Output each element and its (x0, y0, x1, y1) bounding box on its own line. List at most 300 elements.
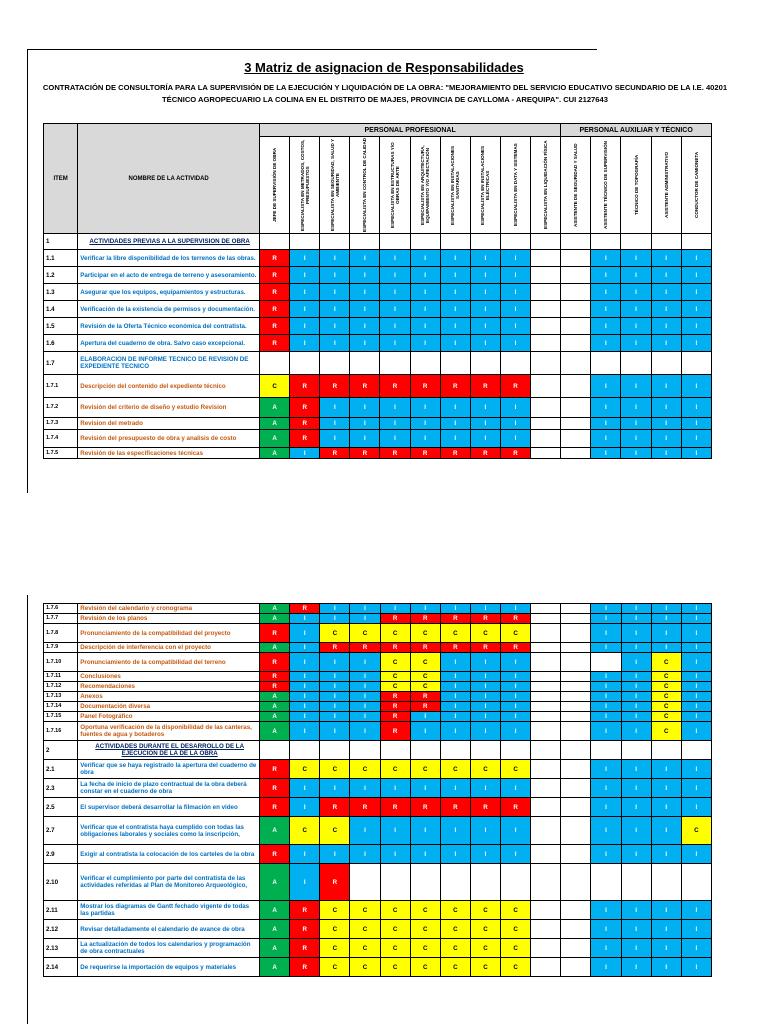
responsibility-cell: I (290, 712, 320, 722)
responsibility-cell: I (681, 779, 711, 798)
role-label: ESPECIALISTA EN ESTRUCTURAS Y/O OBRAS DE ARTE (390, 142, 401, 228)
responsibility-cell: R (380, 448, 410, 459)
responsibility-cell: C (440, 939, 470, 958)
responsibility-cell: C (290, 760, 320, 779)
responsibility-cell: I (681, 798, 711, 817)
row-item: 2.12 (44, 920, 78, 939)
row-activity-name: Asegurar que los equipos, equipamientos y estructuras. (78, 284, 260, 301)
responsibility-cell: C (470, 760, 500, 779)
responsibility-cell (290, 352, 320, 375)
responsibility-cell: C (440, 624, 470, 643)
responsibility-cell: R (410, 692, 440, 702)
responsibility-cell (531, 301, 561, 318)
responsibility-cell: I (350, 430, 380, 448)
row-activity-name: La fecha de inicio de plazo contractual de la obra deberá constar en el cuaderno de obra (78, 779, 260, 798)
row-item: 2 (44, 741, 78, 760)
table-row (44, 624, 712, 643)
responsibility-cell (440, 352, 470, 375)
responsibility-cell: R (350, 375, 380, 398)
responsibility-cell (531, 702, 561, 712)
row-item: 1.7.2 (44, 398, 78, 418)
responsibility-cell: I (410, 418, 440, 430)
row-item: 1.7.11 (44, 672, 78, 682)
responsibility-cell (531, 352, 561, 375)
row-item: 1 (44, 234, 78, 250)
responsibility-cell: R (290, 958, 320, 977)
responsibility-cell: I (621, 284, 651, 301)
responsibility-cell: I (681, 692, 711, 702)
responsibility-cell: I (320, 301, 350, 318)
responsibility-cell: A (260, 702, 290, 712)
responsibility-cell: I (501, 692, 531, 702)
responsibility-cell (350, 741, 380, 760)
role-label: ESPECIALISTA EN ARQUITECTURA, EQUIPAMIENTO Y/O AFECTACIÓN (420, 145, 431, 225)
responsibility-cell: I (440, 267, 470, 284)
responsibility-cell (531, 643, 561, 653)
responsibility-cell: I (440, 318, 470, 335)
responsibility-cell: I (591, 375, 621, 398)
row-item: 1.2 (44, 267, 78, 284)
responsibility-cell (500, 352, 530, 375)
table-row (44, 604, 712, 614)
responsibility-cell (561, 722, 591, 741)
responsibility-cell: R (320, 798, 350, 817)
responsibility-cell: I (681, 901, 711, 920)
responsibility-cell: C (320, 817, 350, 845)
responsibility-cell: I (320, 712, 350, 722)
header-role (561, 137, 591, 234)
responsibility-cell: I (501, 712, 531, 722)
responsibility-cell (531, 672, 561, 682)
responsibility-cell: I (380, 398, 410, 418)
responsibility-cell: I (290, 448, 320, 459)
responsibility-cell: I (651, 643, 681, 653)
responsibility-cell: C (651, 682, 681, 692)
row-activity-name: Descripción de interferencia con el proyecto (78, 643, 260, 653)
header-group-professional: PERSONAL PROFESIONAL (260, 124, 561, 137)
table-row (44, 301, 712, 318)
responsibility-cell: I (621, 643, 651, 653)
responsibility-cell: A (260, 643, 290, 653)
role-label: ASISTENTE DE SEGURIDAD Y SALUD (573, 143, 579, 227)
row-item: 1.7.3 (44, 418, 78, 430)
responsibility-cell: R (500, 375, 530, 398)
header-role (681, 137, 711, 234)
responsibility-cell (561, 335, 591, 352)
responsibility-cell (290, 741, 320, 760)
role-label: CONDUCTOR DE CAMIONETA (693, 151, 699, 219)
row-activity-name: Documentación diversa (78, 702, 260, 712)
responsibility-cell (531, 817, 561, 845)
role-label: ASISTENTE TÉCNICO DE SUPERVISIÓN (603, 141, 609, 229)
responsibility-cell: I (591, 398, 621, 418)
responsibility-cell (561, 418, 591, 430)
responsibility-cell: I (440, 817, 470, 845)
role-label: ESPECIALISTA EN INSTALACIONES SANITARIAS (450, 145, 461, 225)
responsibility-cell: I (320, 284, 350, 301)
responsibility-cell: R (260, 284, 290, 301)
responsibility-cell: I (681, 958, 711, 977)
responsibility-cell: I (320, 604, 350, 614)
responsibility-cell: R (350, 643, 380, 653)
responsibility-cell: R (260, 845, 290, 864)
responsibility-cell: I (350, 614, 380, 624)
responsibility-cell: I (290, 692, 320, 702)
responsibility-cell: I (350, 712, 380, 722)
responsibility-cell: C (380, 682, 410, 692)
responsibility-cell: C (260, 375, 290, 398)
role-label: ESPECIALISTA EN CONTROL DE CALIDAD (362, 137, 368, 233)
responsibility-cell: I (591, 624, 621, 643)
responsibility-cell: I (621, 430, 651, 448)
responsibility-cell: C (410, 672, 440, 682)
responsibility-cell (440, 864, 470, 901)
responsibility-cell: I (470, 672, 500, 682)
responsibility-cell: R (290, 430, 320, 448)
responsibility-cell: I (410, 335, 440, 352)
row-activity-name: Revisión del criterio de diseño y estudio Revision (78, 398, 260, 418)
responsibility-cell: I (651, 418, 681, 430)
responsibility-cell: R (380, 375, 410, 398)
responsibility-cell: I (470, 682, 500, 692)
responsibility-cell (531, 920, 561, 939)
responsibility-cell (561, 779, 591, 798)
row-item: 2.7 (44, 817, 78, 845)
page-2 (0, 595, 768, 1024)
table-row (44, 722, 712, 741)
responsibility-cell (531, 614, 561, 624)
responsibility-cell: I (320, 250, 350, 267)
row-item: 2.9 (44, 845, 78, 864)
table-row (44, 692, 712, 702)
responsibility-cell: I (350, 722, 380, 741)
responsibility-cell: I (621, 817, 651, 845)
responsibility-cell: I (320, 335, 350, 352)
row-item: 1.3 (44, 284, 78, 301)
row-activity-name: De requerirse la importación de equipos y materiales (78, 958, 260, 977)
responsibility-cell: I (320, 722, 350, 741)
responsibility-cell: C (350, 760, 380, 779)
responsibility-cell: I (470, 250, 500, 267)
responsibility-cell (320, 352, 350, 375)
responsibility-cell: I (501, 672, 531, 682)
responsibility-cell: R (380, 798, 410, 817)
responsibility-cell (561, 430, 591, 448)
responsibility-cell: I (470, 604, 500, 614)
table-row (44, 958, 712, 977)
responsibility-cell (681, 352, 711, 375)
responsibility-cell: R (440, 375, 470, 398)
responsibility-cell: A (260, 604, 290, 614)
header-role (470, 137, 500, 234)
responsibility-cell (470, 864, 500, 901)
responsibility-cell (561, 920, 591, 939)
responsibility-cell (260, 234, 290, 250)
responsibility-cell: R (260, 682, 290, 692)
responsibility-cell (591, 864, 621, 901)
responsibility-cell: I (591, 335, 621, 352)
responsibility-cell (380, 234, 410, 250)
responsibility-cell: I (440, 430, 470, 448)
responsibility-cell: C (380, 939, 410, 958)
responsibility-cell: I (440, 653, 470, 672)
row-item: 2.11 (44, 901, 78, 920)
responsibility-cell: R (320, 375, 350, 398)
responsibility-cell: C (410, 901, 440, 920)
responsibility-cell: I (501, 653, 531, 672)
responsibility-cell: I (500, 418, 530, 430)
header-role (410, 137, 440, 234)
row-item: 1.4 (44, 301, 78, 318)
row-item: 1.7.8 (44, 624, 78, 643)
role-label: ESPECIALISTA EN LIQUIDACIÓN FÍSICA (543, 140, 549, 230)
responsibility-cell: R (380, 712, 410, 722)
responsibility-cell: I (440, 682, 470, 692)
responsibility-cell: I (290, 335, 320, 352)
row-activity-name: La actualización de todos los calendarios y programación de obra contractuales (78, 939, 260, 958)
responsibility-cell: I (591, 318, 621, 335)
responsibility-cell: I (651, 624, 681, 643)
responsibility-cell (561, 741, 591, 760)
responsibility-cell: I (651, 901, 681, 920)
responsibility-cell: I (621, 418, 651, 430)
responsibility-cell: R (260, 335, 290, 352)
responsibility-cell (531, 335, 561, 352)
responsibility-cell: I (350, 335, 380, 352)
responsibility-cell (621, 864, 651, 901)
responsibility-cell: I (591, 682, 621, 692)
responsibility-cell: I (440, 845, 470, 864)
row-item: 1.7.4 (44, 430, 78, 448)
responsibility-cell: I (350, 682, 380, 692)
responsibility-cell: R (500, 448, 530, 459)
responsibility-cell: R (440, 798, 470, 817)
row-activity-name: Revisión del presupuesto de obra y analisis de costo (78, 430, 260, 448)
responsibility-cell (681, 234, 711, 250)
responsibility-cell: I (350, 779, 380, 798)
responsibility-cell: I (591, 798, 621, 817)
responsibility-cell (320, 234, 350, 250)
responsibility-cell: A (260, 958, 290, 977)
responsibility-cell: I (320, 653, 350, 672)
responsibility-cell: I (621, 901, 651, 920)
responsibility-cell: C (380, 760, 410, 779)
header-role (591, 137, 621, 234)
responsibility-cell (531, 760, 561, 779)
responsibility-cell: I (500, 430, 530, 448)
responsibility-cell: I (681, 614, 711, 624)
table-row (44, 672, 712, 682)
responsibility-cell: I (621, 712, 651, 722)
row-item: 1.7.6 (44, 604, 78, 614)
responsibility-cell: I (380, 318, 410, 335)
row-item: 2.5 (44, 798, 78, 817)
responsibility-cell: I (621, 920, 651, 939)
responsibility-cell: I (380, 418, 410, 430)
responsibility-cell: C (320, 760, 350, 779)
responsibility-cell: I (651, 604, 681, 614)
responsibility-cell (440, 234, 470, 250)
table-row (44, 398, 712, 418)
role-label: TÉCNICO DE TOPOGRAFÍA (633, 154, 639, 216)
responsibility-cell (561, 845, 591, 864)
responsibility-cell: I (440, 418, 470, 430)
responsibility-cell: I (290, 672, 320, 682)
responsibility-cell (531, 624, 561, 643)
row-item: 1.1 (44, 250, 78, 267)
responsibility-cell: R (440, 448, 470, 459)
responsibility-cell: I (440, 250, 470, 267)
responsibility-cell: I (380, 430, 410, 448)
responsibility-cell: I (350, 284, 380, 301)
responsibility-cell: R (410, 798, 440, 817)
responsibility-cell: I (410, 712, 440, 722)
responsibility-cell: I (501, 702, 531, 712)
responsibility-cell (531, 234, 561, 250)
responsibility-cell: R (260, 760, 290, 779)
responsibility-cell (531, 375, 561, 398)
responsibility-cell: I (591, 920, 621, 939)
responsibility-cell: R (410, 375, 440, 398)
responsibility-cell: C (470, 901, 500, 920)
responsibility-cell: I (320, 614, 350, 624)
responsibility-cell: R (320, 864, 350, 901)
responsibility-cell: I (621, 375, 651, 398)
responsibility-cell: I (350, 845, 380, 864)
responsibility-cell: I (320, 845, 350, 864)
responsibility-cell: A (260, 712, 290, 722)
responsibility-cell (591, 741, 621, 760)
row-activity-name: Revisar detalladamente el calendario de avance de obra (78, 920, 260, 939)
responsibility-cell: C (410, 624, 440, 643)
table-row (44, 284, 712, 301)
responsibility-cell: I (621, 779, 651, 798)
responsibility-cell (350, 234, 380, 250)
header-item: ITEM (44, 124, 78, 234)
responsibility-cell (561, 817, 591, 845)
responsibility-cell: I (320, 702, 350, 712)
responsibility-cell: C (440, 901, 470, 920)
responsibility-cell: R (380, 702, 410, 712)
responsibility-cell (561, 624, 591, 643)
row-activity-name: Panel Fotográfico (78, 712, 260, 722)
responsibility-cell (561, 398, 591, 418)
table-row (44, 418, 712, 430)
responsibility-cell: A (260, 692, 290, 702)
responsibility-cell: I (501, 779, 531, 798)
responsibility-cell: R (501, 798, 531, 817)
row-activity-name: Verificación de la existencia de permisos y documentación. (78, 301, 260, 318)
responsibility-cell: I (410, 779, 440, 798)
row-activity-name: Apertura del cuaderno de obra. Salvo caso excepcional. (78, 335, 260, 352)
responsibility-cell (651, 234, 681, 250)
responsibility-cell: R (290, 901, 320, 920)
responsibility-cell: C (651, 722, 681, 741)
responsibility-cell: I (440, 672, 470, 682)
responsibility-cell: I (591, 845, 621, 864)
row-activity-name: ELABORACION DE INFORME TECNICO DE REVISION DE EXPEDIENTE TECNICO (78, 352, 260, 375)
responsibility-cell: I (470, 702, 500, 712)
row-activity-name: Descripción del contenido del expediente técnico (78, 375, 260, 398)
responsibility-cell: I (440, 722, 470, 741)
responsibility-cell: I (681, 418, 711, 430)
header-role (380, 137, 410, 234)
role-label: ESPECIALISTA EN METRADOS, COSTOS, PRESUPUESTOS (299, 139, 310, 231)
responsibility-cell: C (501, 958, 531, 977)
responsibility-cell: I (591, 284, 621, 301)
responsibility-cell: I (681, 760, 711, 779)
responsibility-cell: I (470, 845, 500, 864)
responsibility-cell: I (470, 398, 500, 418)
responsibility-cell: R (501, 614, 531, 624)
row-activity-name: El supervisor deberá desarrollar la filmación en video (78, 798, 260, 817)
responsibility-cell: I (470, 335, 500, 352)
table-row (44, 430, 712, 448)
responsibility-cell: A (260, 920, 290, 939)
responsibility-cell: I (440, 335, 470, 352)
responsibility-cell: I (320, 692, 350, 702)
responsibility-cell (531, 798, 561, 817)
responsibility-cell (561, 250, 591, 267)
responsibility-cell (531, 398, 561, 418)
responsibility-cell: I (290, 798, 320, 817)
responsibility-cell: A (260, 722, 290, 741)
table-row (44, 682, 712, 692)
responsibility-cell (470, 741, 500, 760)
responsibility-cell: I (470, 653, 500, 672)
responsibility-cell: I (320, 682, 350, 692)
responsibility-cell: C (440, 760, 470, 779)
responsibility-cell: I (681, 448, 711, 459)
responsibility-cell: I (501, 845, 531, 864)
responsibility-cell: A (260, 614, 290, 624)
responsibility-cell: I (681, 250, 711, 267)
row-item: 2.3 (44, 779, 78, 798)
responsibility-cell: I (681, 284, 711, 301)
responsibility-cell (501, 864, 531, 901)
responsibility-cell: I (621, 958, 651, 977)
responsibility-cell: I (290, 779, 320, 798)
table-row (44, 817, 712, 845)
responsibility-cell: C (651, 653, 681, 672)
responsibility-cell: I (440, 702, 470, 712)
responsibility-cell (531, 741, 561, 760)
responsibility-cell: I (681, 702, 711, 712)
row-activity-name: ACTIVIDADES DURANTE EL DESARROLLO DE LA EJECUCIÓN DE LA DE LA OBRA (78, 741, 260, 760)
responsibility-cell: R (260, 672, 290, 682)
responsibility-cell (531, 692, 561, 702)
responsibility-cell (561, 234, 591, 250)
row-item: 1.7.1 (44, 375, 78, 398)
responsibility-cell: I (591, 702, 621, 712)
responsibility-cell: I (651, 817, 681, 845)
responsibility-cell: I (290, 318, 320, 335)
responsibility-cell: I (681, 672, 711, 682)
responsibility-cell: I (320, 267, 350, 284)
responsibility-cell: R (440, 614, 470, 624)
responsibility-cell (531, 682, 561, 692)
responsibility-cell: I (290, 284, 320, 301)
responsibility-cell (350, 352, 380, 375)
responsibility-cell: I (591, 692, 621, 702)
page-1 (0, 0, 768, 500)
responsibility-cell: C (470, 939, 500, 958)
responsibility-cell: I (621, 682, 651, 692)
responsibility-cell: R (260, 779, 290, 798)
table-row (44, 352, 712, 375)
row-activity-name: Pronunciamiento de la compatibilidad del terreno (78, 653, 260, 672)
responsibility-cell: I (621, 702, 651, 712)
